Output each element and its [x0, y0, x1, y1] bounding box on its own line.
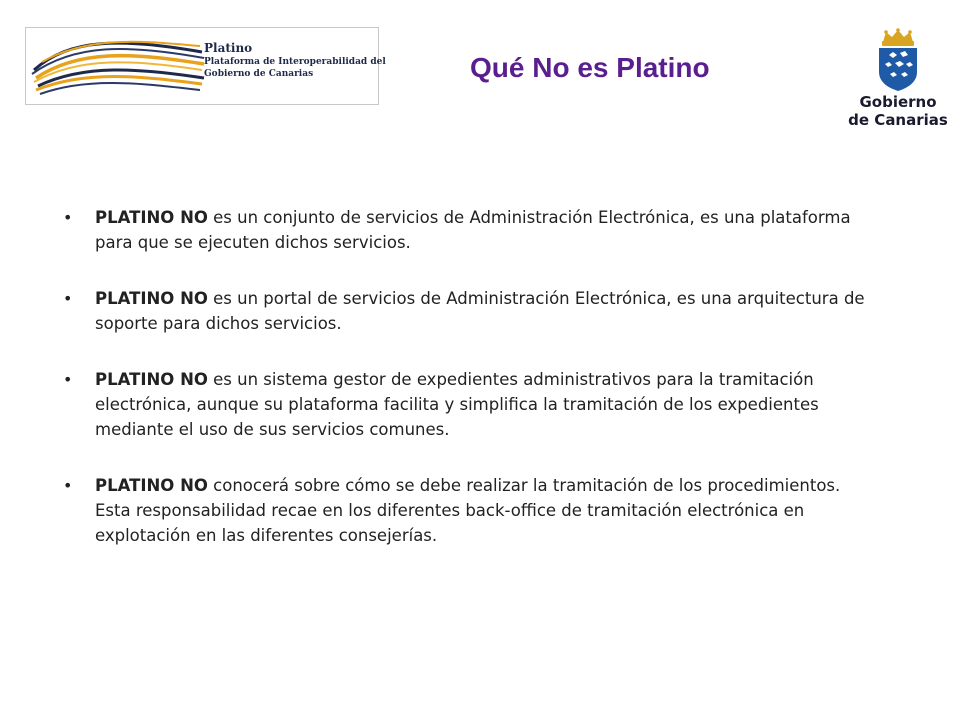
bullet-item — [63, 473, 875, 548]
platino-logo-line2: Gobierno de Canarias — [204, 69, 314, 79]
bullet-icon: • — [63, 476, 73, 495]
bullet-icon: • — [63, 370, 73, 389]
bullet-strong: PLATINO NO — [95, 370, 208, 389]
bullet-text: es un portal de servicios de Administración Electrónica, es una arquitectura de soporte para dichos servicios. — [95, 289, 865, 333]
gobierno-canarias-logo — [846, 28, 950, 128]
gobierno-name-line2: de Canarias — [848, 111, 948, 129]
coat-of-arms-icon — [873, 28, 923, 92]
bullet-text: conocerá sobre cómo se debe realizar la tramitación de los procedimientos. Esta responsabilidad recae en los diferentes back-office de tramitación electrónica en explotación en las diferentes consejerías. — [95, 476, 841, 545]
platino-waves-icon — [30, 34, 206, 100]
bullet-item — [63, 367, 875, 442]
bullet-strong: PLATINO NO — [95, 476, 208, 495]
bullet-icon: • — [63, 289, 73, 308]
bullet-strong: PLATINO NO — [95, 208, 208, 227]
platino-logo-text — [204, 41, 386, 80]
bullet-text: es un sistema gestor de expedientes administrativos para la tramitación electrónica, aunque su plataforma facilita y simplifica la tramitación de los expedientes mediante el uso de sus servicios comunes. — [95, 370, 819, 439]
gobierno-name-line1: Gobierno — [859, 93, 937, 111]
platino-logo-line1: Plataforma de Interoperabilidad del — [204, 57, 386, 67]
bullet-item — [63, 205, 875, 255]
bullet-strong: PLATINO NO — [95, 289, 208, 308]
platino-logo-name: Platino — [204, 41, 253, 55]
bullet-item — [63, 286, 875, 336]
platino-logo — [25, 27, 386, 105]
bullet-icon: • — [63, 208, 73, 227]
bullet-text: es un conjunto de servicios de Administración Electrónica, es una plataforma para que se ejecuten dichos servicios. — [95, 208, 851, 252]
page-title: Qué No es Platino — [470, 52, 710, 83]
bullet-list — [63, 205, 875, 579]
